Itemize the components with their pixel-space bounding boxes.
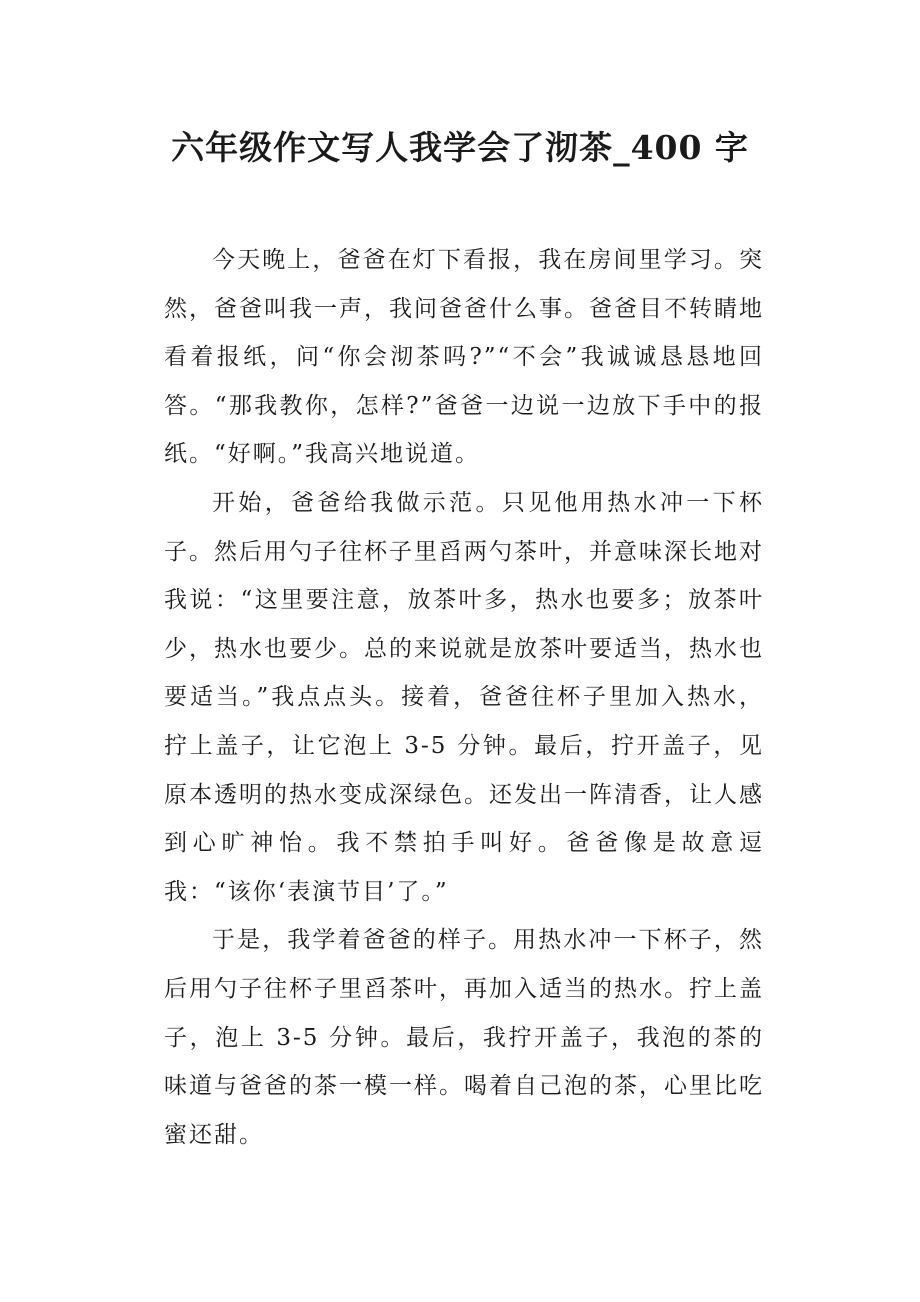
paragraph: 于是，我学着爸爸的样子。用热水冲一下杯子，然后用勺子往杯子里舀茶叶，再加入适当的热水。拧上盖子，泡上 3-5 分钟。最后，我拧开盖子，我泡的茶的味道与爸爸的茶一模一样。喝着自己泡的茶，心里比吃蜜还甜。 [164, 927, 764, 1148]
paragraph: 开始，爸爸给我做示范。只见他用热水冲一下杯子。然后用勺子往杯子里舀两勺茶叶，并意味深长地对我说：“这里要注意，放茶叶多，热水也要多；放茶叶少，热水也要少。总的来说就是放茶叶要适当，热水也要适当。”我点点头。接着，爸爸往杯子里加入热水，拧上盖子，让它泡上 3-5 分钟。最后，拧开盖子，见原本透明的热水变成深绿色。还发出一阵清香，让人感到心旷神怡。我不禁拍手叫好。爸爸像是故意逗我：“该你‘表演节目’了。” [164, 489, 764, 905]
document-title: 六年级作文写人我学会了沏茶_400 字 [171, 128, 749, 167]
document-body [164, 236, 764, 1159]
paragraph: 今天晚上，爸爸在灯下看报，我在房间里学习。突然，爸爸叫我一声，我问爸爸什么事。爸爸目不转睛地看着报纸，问“你会沏茶吗?”“不会”我诚诚恳恳地回答。“那我教你，怎样?”爸爸一边说一边放下手中的报纸。“好啊。”我高兴地说道。 [164, 247, 764, 468]
